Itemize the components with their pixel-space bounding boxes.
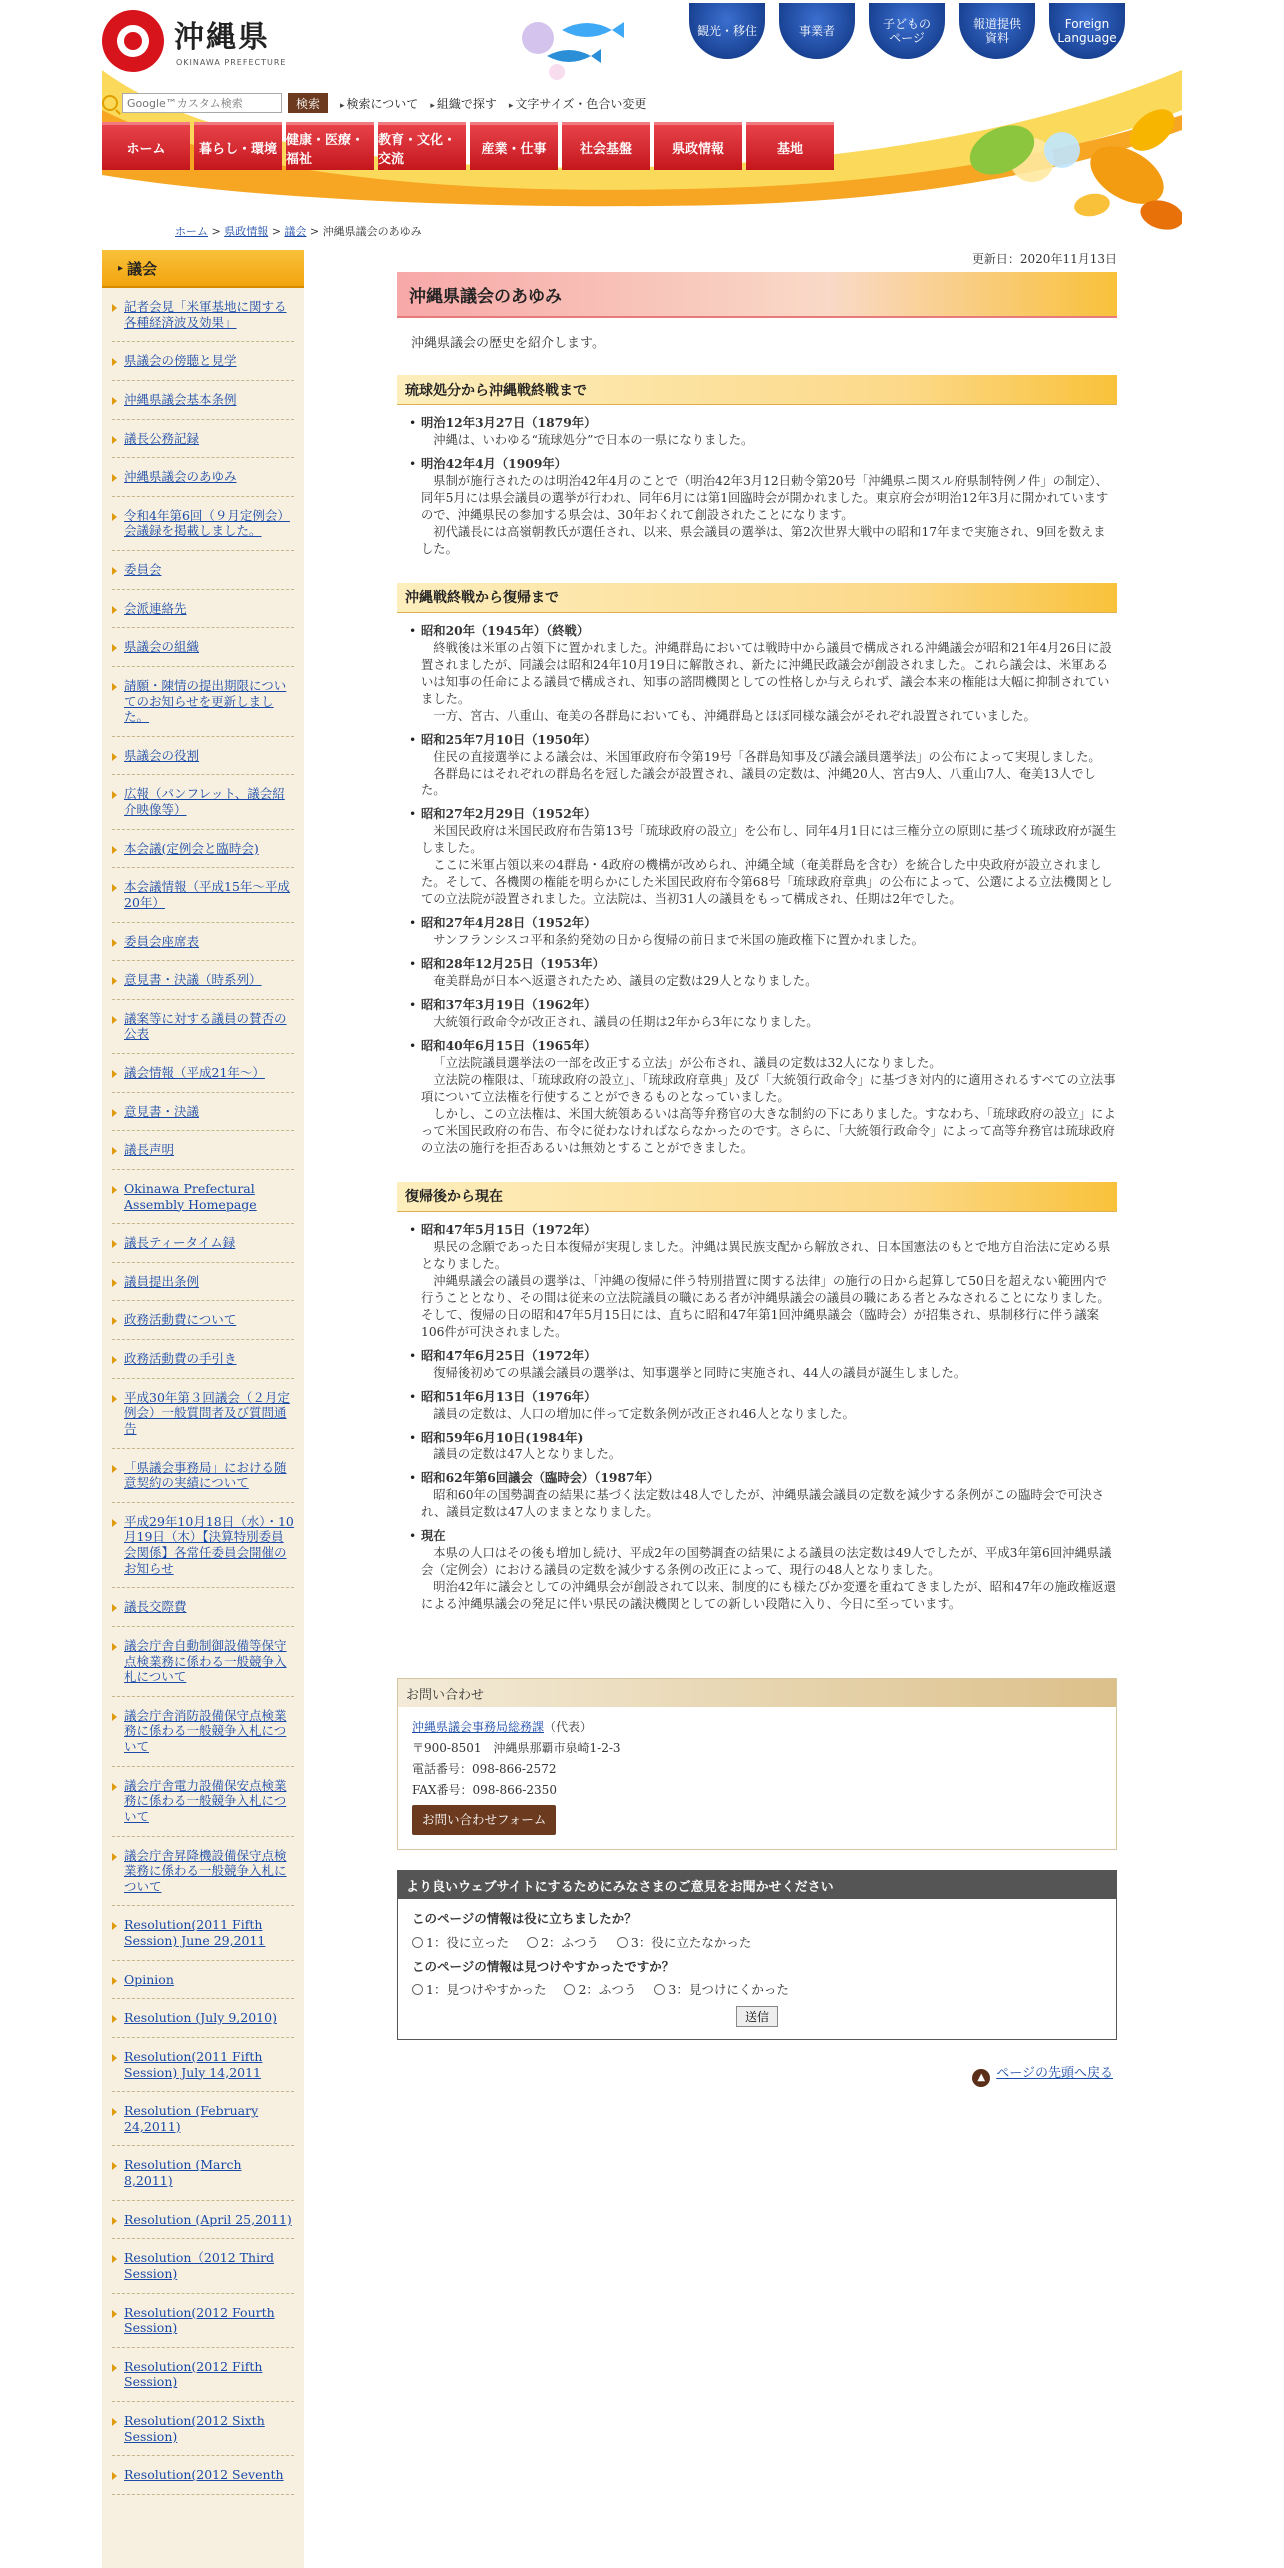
history-entry-date: • 昭和62年第6回議会（臨時会）（1987年） bbox=[421, 1470, 660, 1486]
history-entry-text: 沖縄は、いわゆる“琉球処分”で日本の一県になりました。 bbox=[433, 432, 754, 447]
sidebar-item-link[interactable]: 記者会見「米軍基地に関する各種経済波及効果」 bbox=[124, 299, 287, 330]
sidebar-item-link[interactable]: 議会庁舎自動制御設備等保守点検業務に係わる一般競争入札について bbox=[124, 1637, 287, 1685]
history-entry-text: ここに米軍占領以来の4群島・4政府の機構が改められ、沖縄全域（奄美群島を含む）を統合した中央政府が設立されました。そして、各機関の権能を明らかにした米国民政府布令第68号「琉球政府章典」の公布によって、公選による立法機関としての立法院が設置されました。立法院は、当初31人の議員をもって構成され、任期は2年でした。 bbox=[421, 858, 1113, 907]
sidebar-item-link[interactable]: 議会庁舎電力設備保安点検業務に係わる一般競争入札について bbox=[124, 1777, 287, 1824]
history-entry-date: • 明治42年4月（1909年） bbox=[421, 455, 567, 471]
history-entry bbox=[421, 997, 1117, 1031]
contact-dept-link[interactable]: 沖縄県議会事務局総務課 bbox=[412, 1720, 545, 1735]
sidebar-item-link[interactable]: 議長ティータイム録 bbox=[124, 1235, 236, 1251]
breadcrumb: ホーム > 県政情報 > 議会 > 沖縄県議会のあゆみ bbox=[175, 225, 422, 238]
history-entry-date: • 昭和59年6月10日(1984年) bbox=[421, 1429, 584, 1445]
history-entry-date: • 昭和47年6月25日（1972年） bbox=[421, 1347, 597, 1363]
organization-search-link[interactable]: ▸ 組織で探す bbox=[430, 95, 497, 112]
contact-address: 〒900-8501 沖縄県那覇市泉崎1-2-3 bbox=[412, 1741, 621, 1756]
sidebar-item-link[interactable]: 会派連絡先 bbox=[124, 600, 187, 616]
sidebar-item-link[interactable]: Resolution（2012 Third Session) bbox=[124, 2250, 275, 2281]
sidebar-item[interactable] bbox=[112, 1767, 294, 1837]
feedback-body bbox=[398, 1899, 1116, 2039]
sidebar-item[interactable] bbox=[112, 667, 294, 737]
sidebar-item-link[interactable]: 県議会の傍聴と見学 bbox=[124, 353, 237, 369]
radio-icon[interactable] bbox=[654, 1984, 665, 1995]
history-entry-list bbox=[397, 405, 1117, 573]
history-entry-text: 昭和60年の国勢調査の結果に基づく法定数は48人でしたが、沖縄県議会議員の定数を減少する条例がこの臨時会で可決され、議員定数は47人のままとなりました。 bbox=[421, 1488, 1105, 1520]
sidebar-item-link[interactable]: Resolution(2012 Fifth Session) bbox=[124, 2358, 263, 2390]
sidebar-item-link[interactable]: Resolution(2012 Fourth Session) bbox=[124, 2304, 275, 2336]
main-navigation bbox=[102, 122, 838, 170]
sidebar-item-link[interactable]: Resolution (February 24,2011) bbox=[124, 2103, 259, 2134]
history-entry bbox=[421, 806, 1117, 908]
nav-industry-work[interactable]: 産業・仕事 bbox=[470, 122, 558, 170]
nav-prefectural-info[interactable]: 県政情報 bbox=[654, 122, 742, 170]
sidebar-item[interactable] bbox=[112, 420, 294, 459]
breadcrumb-current: 沖縄県議会のあゆみ bbox=[322, 225, 422, 238]
history-entry-date: • 昭和37年3月19日（1962年） bbox=[421, 997, 597, 1013]
history-entry bbox=[421, 1528, 1117, 1613]
sidebar-item-link[interactable]: Opinion bbox=[124, 1971, 174, 1987]
section-heading: 復帰後から現在 bbox=[397, 1182, 1117, 1212]
feedback-question-2: このページの情報は見つけやすかったですか？ bbox=[412, 1958, 675, 1974]
sidebar-item-link[interactable]: 政務活動費の手引き bbox=[124, 1351, 237, 1366]
tourism-migration-button[interactable]: 観光・移住 bbox=[686, 0, 768, 62]
history-entry bbox=[421, 1038, 1117, 1157]
sidebar-item-link[interactable]: 本会議情報（平成15年～平成20年） bbox=[124, 879, 290, 910]
sidebar-item-link[interactable]: Resolution (July 9,2010) bbox=[124, 2010, 277, 2026]
sidebar-list bbox=[102, 288, 304, 2495]
sidebar-item[interactable] bbox=[112, 458, 294, 497]
sidebar-item-link[interactable]: 議会情報（平成21年～） bbox=[124, 1065, 265, 1080]
sidebar-item[interactable] bbox=[112, 1906, 294, 1960]
nav-home[interactable]: ホーム bbox=[102, 122, 190, 170]
q1-option-2[interactable]: 2：ふつう bbox=[527, 1935, 599, 1950]
feedback-options-1 bbox=[412, 1931, 1102, 1955]
feedback-options-2 bbox=[412, 1978, 1102, 2002]
breadcrumb-assembly[interactable]: 議会 bbox=[284, 225, 307, 238]
history-entry bbox=[421, 1470, 1117, 1521]
sidebar-item[interactable] bbox=[112, 590, 294, 629]
back-to-top bbox=[397, 2062, 1117, 2087]
sidebar-item[interactable] bbox=[112, 497, 294, 551]
feedback-submit-button[interactable]: 送信 bbox=[736, 2006, 778, 2027]
sidebar-item-link[interactable]: 議員提出条例 bbox=[124, 1273, 200, 1289]
radio-icon[interactable] bbox=[412, 1984, 423, 1995]
history-entry-text: 初代議長には高嶺朝教氏が選任され、以来、県会議員の選挙は、第2次世界大戦中の昭和17年まで実施され、9回を数えました。 bbox=[421, 524, 1106, 556]
history-entry-text: 議員の定数は47人となりました。 bbox=[433, 1447, 622, 1462]
updated-date: 更新日：2020年11月13日 bbox=[971, 252, 1117, 266]
sidebar-item-link[interactable]: 請願・陳情の提出期限についてのお知らせを更新しました。 bbox=[124, 677, 287, 725]
sidebar-item-link[interactable]: 委員会座席表 bbox=[124, 933, 200, 949]
business-button[interactable]: 事業者 bbox=[776, 0, 858, 62]
q1-option-1[interactable]: 1：役に立った bbox=[412, 1935, 509, 1950]
contact-form-button[interactable]: お問い合わせフォーム bbox=[412, 1805, 556, 1835]
sidebar-item[interactable] bbox=[112, 342, 294, 381]
history-entry-text: 県制が施行されたのは明治42年4月のことで（明治42年3月12日勅令第20号「沖縄県ニ関スル府県制特例ノ件」の制定）、同年5月には県会議員の選挙が行われ、同年6月には第1回臨時会が開かれました。東京府会が明治12年3月に開かれていますので、沖縄県民の参加する県会は、30年おくれて創設されたことになります。 bbox=[421, 473, 1109, 522]
site-logo-subtext: OKINAWA PREFECTURE bbox=[176, 58, 287, 67]
history-entry-text: 明治42年に議会としての沖縄県会が創設されて以来、制度的にも様たびか変遷を重ねてきましたが、昭和47年の施政権返還による沖縄県議会の発足に伴い県民の議決機関としての新しい段階に入り、今日に至っています。 bbox=[421, 1580, 1117, 1612]
sidebar-item[interactable] bbox=[112, 551, 294, 590]
sidebar-title[interactable]: ▸ 議会 bbox=[102, 250, 304, 288]
sidebar-item-link[interactable]: 議長声明 bbox=[124, 1142, 175, 1158]
history-entry-text: 終戦後は米軍の占領下に置かれました。沖縄群島においては戦時中から議員で構成される沖縄議会が昭和21年4月26日に設置されましたが、同議会は昭和24年10月19日に解散され、新たに沖縄民政議会が創設されました。これら議会は、米軍あるいは知事の任命による議員で構成され、知事の諮問機関としての性格しか与えられず、議会本来の権能は大幅に抑制されていました。 bbox=[421, 640, 1112, 706]
sidebar-item[interactable] bbox=[112, 961, 294, 1000]
sidebar-item-link[interactable]: 意見書・決議 bbox=[124, 1103, 200, 1119]
sidebar-item[interactable] bbox=[112, 2146, 294, 2200]
history-entry-list bbox=[397, 1212, 1117, 1628]
history-entry bbox=[421, 1348, 1117, 1382]
radio-icon[interactable] bbox=[527, 1937, 538, 1948]
radio-icon[interactable] bbox=[564, 1984, 575, 1995]
history-entry-date: • 昭和25年7月10日（1950年） bbox=[421, 731, 597, 747]
prefecture-logo-icon[interactable] bbox=[102, 10, 164, 72]
history-entry-date: • 昭和40年6月15日（1965年） bbox=[421, 1038, 597, 1054]
history-entry-text: 各群島にはそれぞれの群島名を冠した議会が設置され、議員の定数は、沖縄20人、宮古9人、八重山7人、奄美13人でした。 bbox=[421, 766, 1096, 798]
feedback-form bbox=[397, 1870, 1117, 2040]
sidebar-item[interactable] bbox=[112, 830, 294, 869]
sidebar-item-link[interactable]: 政務活動費について bbox=[124, 1312, 237, 1328]
history-entry bbox=[421, 915, 1117, 949]
nav-infrastructure[interactable]: 社会基盤 bbox=[562, 122, 650, 170]
history-entry-text: 沖縄県議会の議員の選挙は、「沖縄の復帰に伴う特別措置に関する法律」の施行の日から起算して50日を超えない範囲内で行うこととなり、その間は従来の立法院議員の職にある者が沖縄県議会の議員の職にある者とみなされることになりました。そして、復帰の日の昭和47年5月15日には、直ちに昭和47年第1回沖縄県議会（臨時会）が招集され、県制移行に伴う議案106件が可決されました。 bbox=[421, 1273, 1110, 1339]
sidebar bbox=[102, 250, 304, 2568]
history-entry-date: • 現在 bbox=[421, 1528, 446, 1544]
sidebar-item-link[interactable]: 県議会の役割 bbox=[124, 747, 200, 763]
history-entry bbox=[421, 415, 1117, 449]
section-heading: 沖縄戦終戦から復帰まで bbox=[397, 583, 1117, 613]
history-entry bbox=[421, 456, 1117, 558]
sidebar-item[interactable] bbox=[112, 1999, 294, 2038]
radio-icon[interactable] bbox=[412, 1937, 423, 1948]
sidebar-item[interactable] bbox=[112, 1503, 294, 1589]
sidebar-item[interactable] bbox=[112, 868, 294, 922]
history-entry-date: • 昭和20年（1945年）（終戦） bbox=[421, 622, 590, 638]
sidebar-item-link[interactable]: 議会庁舎昇降機設備保守点検業務に係わる一般競争入札について bbox=[124, 1847, 287, 1894]
text-size-color-link[interactable]: ▸ 文字サイズ・色合い変更 bbox=[509, 95, 647, 112]
history-entry-text: 住民の直接選挙による議会は、米国軍政府布令第19号「各群島知事及び議会議員選挙法」の公布によって実現しました。 bbox=[433, 749, 1101, 764]
contact-body bbox=[398, 1707, 1116, 1849]
sidebar-item-link[interactable]: 平成29年10月18日（水）・10月19日（木）【決算特別委員会関係】各常任委員会開催のお知らせ bbox=[124, 1513, 294, 1576]
sidebar-item-link[interactable]: 意見書・決議（時系列） bbox=[124, 972, 262, 988]
contact-heading: お問い合わせ bbox=[398, 1679, 1116, 1707]
search-help-link[interactable]: ▸ 検索について bbox=[340, 95, 418, 112]
history-entry-text: 復帰後初めての県議会議員の選挙は、知事選挙と同時に実施され、44人の議員が誕生しました。 bbox=[433, 1365, 967, 1380]
main-content bbox=[397, 250, 1117, 2087]
history-entry-text: 米国民政府は米国民政府布告第13号「琉球政府の設立」を公布し、同年4月1日には三権分立の原則に基づく琉球政府が誕生しました。 bbox=[421, 824, 1117, 856]
sidebar-item[interactable] bbox=[112, 775, 294, 829]
site-logo-text[interactable]: 沖縄県 bbox=[174, 20, 270, 55]
sidebar-item[interactable] bbox=[112, 2239, 294, 2293]
sidebar-item-link[interactable]: 広報（パンフレット、議会紹介映像等） bbox=[124, 786, 285, 817]
sidebar-item-link[interactable]: 議長交際費 bbox=[124, 1599, 187, 1615]
history-entry bbox=[421, 732, 1117, 800]
contact-dept-suffix: （代表） bbox=[544, 1720, 593, 1735]
history-entry-date: • 明治12年3月27日（1879年） bbox=[421, 415, 597, 430]
history-entry-date: • 昭和51年6月13日（1976年） bbox=[421, 1388, 597, 1404]
sidebar-item[interactable] bbox=[112, 1837, 294, 1907]
feedback-heading: より良いウェブサイトにするためにみなさまのご意見をお聞かせください bbox=[398, 1871, 1116, 1899]
sidebar-item[interactable] bbox=[112, 2038, 294, 2092]
contact-box bbox=[397, 1678, 1117, 1850]
history-entry bbox=[421, 1222, 1117, 1341]
search-input[interactable] bbox=[122, 93, 282, 113]
radio-icon[interactable] bbox=[617, 1937, 628, 1948]
history-entry-text: 本県の人口はその後も増加し続け、平成2年の国勢調査の結果による議員の法定数は49人でしたが、平成3年第6回沖縄県議会（定例会）における議員の定数を減少する条例の改正によって、現行の48人となりました。 bbox=[421, 1546, 1112, 1578]
history-entry-date: • 昭和27年2月29日（1952年） bbox=[421, 806, 597, 822]
history-entry-text: 一方、宮古、八重山、奄美の各群島においても、沖縄群島とほぼ同様な議会がそれぞれ設置されていました。 bbox=[433, 708, 1036, 723]
history-entry-date: • 昭和28年12月25日（1953年） bbox=[421, 956, 605, 972]
sidebar-item[interactable] bbox=[112, 1340, 294, 1379]
sidebar-item-link[interactable]: Okinawa Prefectural Assembly Homepage bbox=[124, 1180, 257, 1212]
sidebar-item[interactable] bbox=[112, 923, 294, 962]
sidebar-item[interactable] bbox=[112, 1000, 294, 1054]
nav-health-welfare[interactable]: 健康・医療・福祉 bbox=[286, 122, 374, 170]
sidebar-item[interactable] bbox=[112, 1131, 294, 1170]
sidebar-item-link[interactable]: Resolution (April 25,2011) bbox=[124, 2211, 292, 2227]
history-entry-list bbox=[397, 613, 1117, 1172]
breadcrumb-home[interactable]: ホーム bbox=[175, 225, 208, 238]
sidebar-item-link[interactable]: Resolution(2012 Sixth Session) bbox=[124, 2413, 265, 2444]
nav-military-bases[interactable]: 基地 bbox=[746, 122, 834, 170]
sidebar-item[interactable] bbox=[112, 1449, 294, 1503]
sidebar-item[interactable] bbox=[112, 2348, 294, 2402]
sidebar-item-link[interactable]: Resolution (March 8,2011) bbox=[124, 2157, 242, 2188]
sidebar-item-link[interactable]: 委員会 bbox=[124, 562, 162, 577]
nav-education-culture[interactable]: 教育・文化・交流 bbox=[378, 122, 466, 170]
sidebar-item[interactable] bbox=[112, 1627, 294, 1697]
sidebar-item-link[interactable]: Resolution(2011 Fifth Session) June 29,2011 bbox=[124, 1917, 266, 1948]
site-header bbox=[102, 0, 1182, 235]
history-entry bbox=[421, 623, 1117, 725]
sidebar-item[interactable] bbox=[112, 1697, 294, 1767]
history-entry bbox=[421, 956, 1117, 990]
sidebar-item-link[interactable]: 議長公務記録 bbox=[124, 430, 200, 446]
history-entry-text: 立法院の権限は、「琉球政府の設立」、「琉球政府章典」及び「大統領行政命令」に基づき対内的に適用されるすべての立法事項について立法権を行使することができるものとなっていました。 bbox=[421, 1073, 1116, 1104]
history-entry bbox=[421, 1430, 1117, 1464]
nav-living-environment[interactable]: 暮らし・環境 bbox=[194, 122, 282, 170]
sidebar-item[interactable] bbox=[112, 628, 294, 667]
sidebar-item[interactable] bbox=[112, 2294, 294, 2348]
sidebar-item[interactable] bbox=[112, 2402, 294, 2456]
sidebar-item[interactable] bbox=[112, 2092, 294, 2146]
history-sections bbox=[397, 375, 1117, 1628]
sidebar-item[interactable] bbox=[112, 1961, 294, 2000]
history-entry-text: 大統領行政命令が改正され、議員の任期は2年から3年になりました。 bbox=[433, 1015, 819, 1030]
sidebar-item-link[interactable]: 「県議会事務局」における随意契約の実績について bbox=[124, 1459, 287, 1491]
sidebar-item[interactable] bbox=[112, 288, 294, 342]
feedback-question-1: このページの情報は役に立ちましたか？ bbox=[412, 1911, 637, 1927]
sidebar-item-link[interactable]: 平成30年第３回議会（２月定例会）一般質問者及び質問通告 bbox=[124, 1389, 290, 1436]
page-wrapper bbox=[102, 0, 1182, 2568]
history-entry-text: サンフランシスコ平和条約発効の日から復帰の前日まで米国の施政権下に置かれました。 bbox=[433, 933, 924, 948]
sidebar-item-link[interactable]: 沖縄県議会基本条例 bbox=[124, 391, 237, 407]
search-bar bbox=[102, 92, 646, 114]
search-icon bbox=[102, 95, 118, 111]
kids-page-button[interactable]: 子どもの ページ bbox=[866, 0, 948, 62]
contact-fax: FAX番号：098-866-2350 bbox=[412, 1783, 557, 1798]
sidebar-item-link[interactable]: 本会議(定例会と臨時会) bbox=[124, 840, 259, 856]
sidebar-item-link[interactable]: 令和4年第6回（９月定例会）会議録を掲載しました。 bbox=[124, 507, 290, 539]
page-title: 沖縄県議会のあゆみ bbox=[397, 272, 1117, 318]
sidebar-item-link[interactable]: Resolution(2012 Seventh bbox=[124, 2467, 284, 2483]
history-entry-date: • 昭和27年4月28日（1952年） bbox=[421, 915, 597, 931]
sidebar-item[interactable] bbox=[112, 1054, 294, 1093]
sidebar-item-link[interactable]: 議会庁舎消防設備保守点検業務に係わる一般競争入札について bbox=[124, 1707, 287, 1754]
foreign-language-button[interactable]: Foreign Language bbox=[1046, 0, 1128, 62]
q2-option-3[interactable]: 3：見つけにくかった bbox=[654, 1982, 788, 1997]
history-entry-text: 「立法院議員選挙法の一部を改正する立法」が公布され、議員の定数は32人になりました。 bbox=[433, 1056, 942, 1071]
back-to-top-link[interactable]: ページの先頭へ戻る bbox=[996, 2066, 1113, 2082]
sidebar-item[interactable] bbox=[112, 1093, 294, 1132]
breadcrumb-prefectural-info[interactable]: 県政情報 bbox=[224, 225, 269, 238]
sidebar-item[interactable] bbox=[112, 1170, 294, 1224]
q2-option-2[interactable]: 2：ふつう bbox=[564, 1982, 636, 1997]
history-entry-text: しかし、この立法権は、米国大統領あるいは高等弁務官の大きな制約の下にありました。すなわち、「琉球政府の設立」によって米国民政府の布告、布令に従わなければならなかったのです。さらに、「大統領行政命令」によって高等弁務官は琉球政府の立法の施行を拒否あるいは無効とすることができました。 bbox=[421, 1106, 1116, 1155]
sidebar-item[interactable] bbox=[112, 1224, 294, 1263]
section-heading: 琉球処分から沖縄戦終戦まで bbox=[397, 375, 1117, 405]
history-entry bbox=[421, 1389, 1117, 1423]
q1-option-3[interactable]: 3：役に立たなかった bbox=[617, 1935, 751, 1950]
q2-option-1[interactable]: 1：見つけやすかった bbox=[412, 1982, 546, 1997]
sidebar-item[interactable] bbox=[112, 1263, 294, 1302]
sidebar-item[interactable] bbox=[112, 2201, 294, 2240]
sidebar-item-link[interactable]: 県議会の組織 bbox=[124, 639, 200, 655]
sidebar-item[interactable] bbox=[112, 737, 294, 776]
intro-text: 沖縄県議会の歴史を紹介します。 bbox=[411, 336, 605, 351]
history-entry-text: 県民の念願であった日本復帰が実現しました。沖縄は異民族支配から解放され、日本国憲法のもとで地方自治法に定める県となりました。 bbox=[421, 1239, 1111, 1271]
sidebar-item[interactable] bbox=[112, 1301, 294, 1340]
press-release-button[interactable]: 報道提供 資料 bbox=[956, 0, 1038, 62]
sidebar-item[interactable] bbox=[112, 1588, 294, 1627]
sidebar-item[interactable] bbox=[112, 1379, 294, 1449]
history-entry-date: • 昭和47年5月15日（1972年） bbox=[421, 1221, 597, 1237]
sidebar-item-link[interactable]: 議案等に対する議員の賛否の公表 bbox=[124, 1010, 287, 1042]
arrow-up-icon[interactable]: ▲ bbox=[972, 2069, 990, 2087]
sidebar-item[interactable] bbox=[112, 2456, 294, 2495]
contact-tel: 電話番号：098-866-2572 bbox=[412, 1762, 557, 1777]
sidebar-item-link[interactable]: 沖縄県議会のあゆみ bbox=[124, 469, 237, 485]
sidebar-item-link[interactable]: Resolution(2011 Fifth Session) July 14,2011 bbox=[124, 2048, 263, 2080]
history-entry-text: 議員の定数は、人口の増加に伴って定数条例が改正され46人となりました。 bbox=[433, 1406, 855, 1421]
history-entry-text: 奄美群島が日本へ返還されたため、議員の定数は29人となりました。 bbox=[433, 974, 818, 989]
sidebar-item[interactable] bbox=[112, 381, 294, 420]
search-button[interactable]: 検索 bbox=[288, 93, 328, 113]
